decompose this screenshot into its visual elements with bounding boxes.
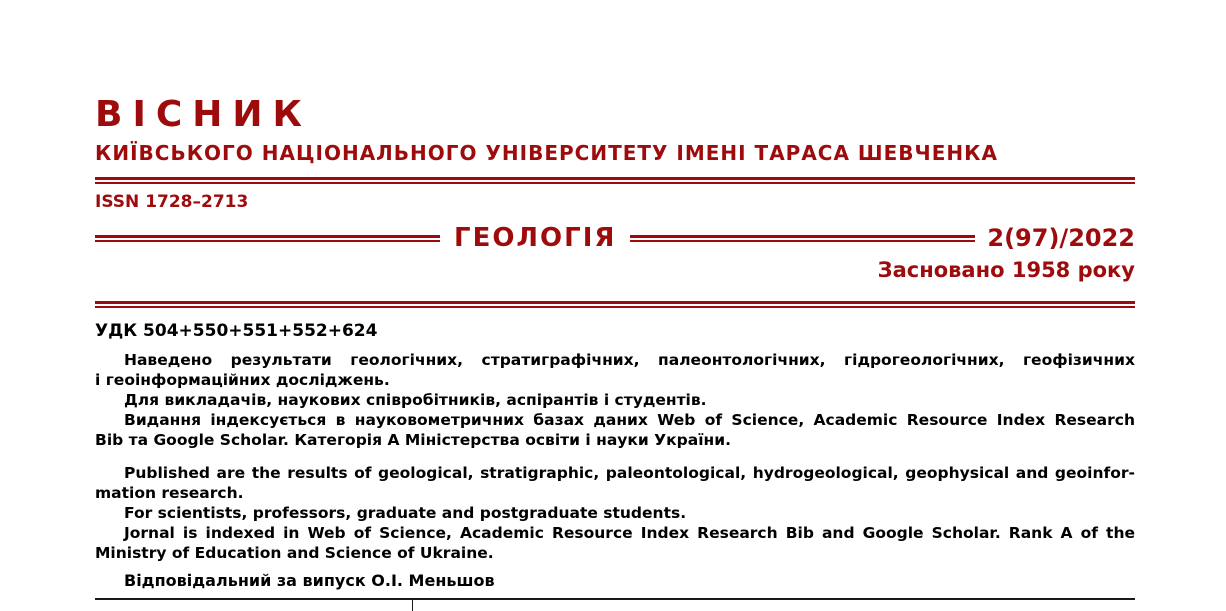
responsible-editor-line: Відповідальний за випуск О.І. Меньшов xyxy=(124,571,495,590)
table-column-divider xyxy=(412,600,413,611)
founded-year-line: Засновано 1958 року xyxy=(877,258,1135,282)
abstract-ukrainian xyxy=(95,350,1135,450)
series-title-row xyxy=(95,223,1135,253)
text-line: For scientists, professors, graduate and postgraduate students. xyxy=(124,504,687,522)
paragraph-en-3 xyxy=(95,523,1135,563)
text-line: Bib та Google Scholar. Категорія А Міністерства освіти і науки України. xyxy=(95,431,731,449)
paragraph-en-1 xyxy=(95,463,1135,503)
issn-number: ISSN 1728–2713 xyxy=(95,192,249,212)
journal-subtitle: КИЇВСЬКОГО НАЦІОНАЛЬНОГО УНІВЕРСИТЕТУ ІМЕНІ ТАРАСА ШЕВЧЕНКА xyxy=(95,141,998,165)
text-line: і геоінформаційних досліджень. xyxy=(95,371,390,389)
text-line: Для викладачів, наукових співробітників, аспірантів і студентів. xyxy=(124,391,707,409)
series-title: ГЕОЛОГІЯ xyxy=(454,223,617,253)
paragraph-uk-2 xyxy=(95,390,1135,410)
masthead-divider-rule xyxy=(95,177,1135,184)
paragraph-uk-3 xyxy=(95,410,1135,450)
journal-title: ВІСНИК xyxy=(95,94,312,135)
text-line: Jornal is indexed in Web of Science, Academic Resource Index Research Bib and Google Scholar. Rank A of the xyxy=(124,524,1135,542)
series-rule-right xyxy=(630,235,975,242)
series-rule-left xyxy=(95,235,440,242)
page-content xyxy=(95,0,1135,608)
table-top-border xyxy=(95,598,1135,609)
text-line: mation research. xyxy=(95,484,244,502)
paragraph-en-2 xyxy=(95,503,1135,523)
text-line: Published are the results of geological, stratigraphic, paleontological, hydrogeological, geophysical and geoinfor- xyxy=(124,464,1135,482)
paragraph-uk-1 xyxy=(95,350,1135,390)
text-line: Ministry of Education and Science of Ukraine. xyxy=(95,544,494,562)
udk-classification: УДК 504+550+551+552+624 xyxy=(95,321,378,341)
text-line: Видання індексується в науковометричних базах даних Web of Science, Academic Resource Index Research xyxy=(124,411,1135,429)
masthead-bottom-rule xyxy=(95,301,1135,308)
text-line: Наведено результати геологічних, стратиграфічних, палеонтологічних, гідрогеологічних, геофізичних xyxy=(124,351,1135,369)
issue-number: 2(97)/2022 xyxy=(987,224,1135,252)
abstract-english xyxy=(95,463,1135,563)
